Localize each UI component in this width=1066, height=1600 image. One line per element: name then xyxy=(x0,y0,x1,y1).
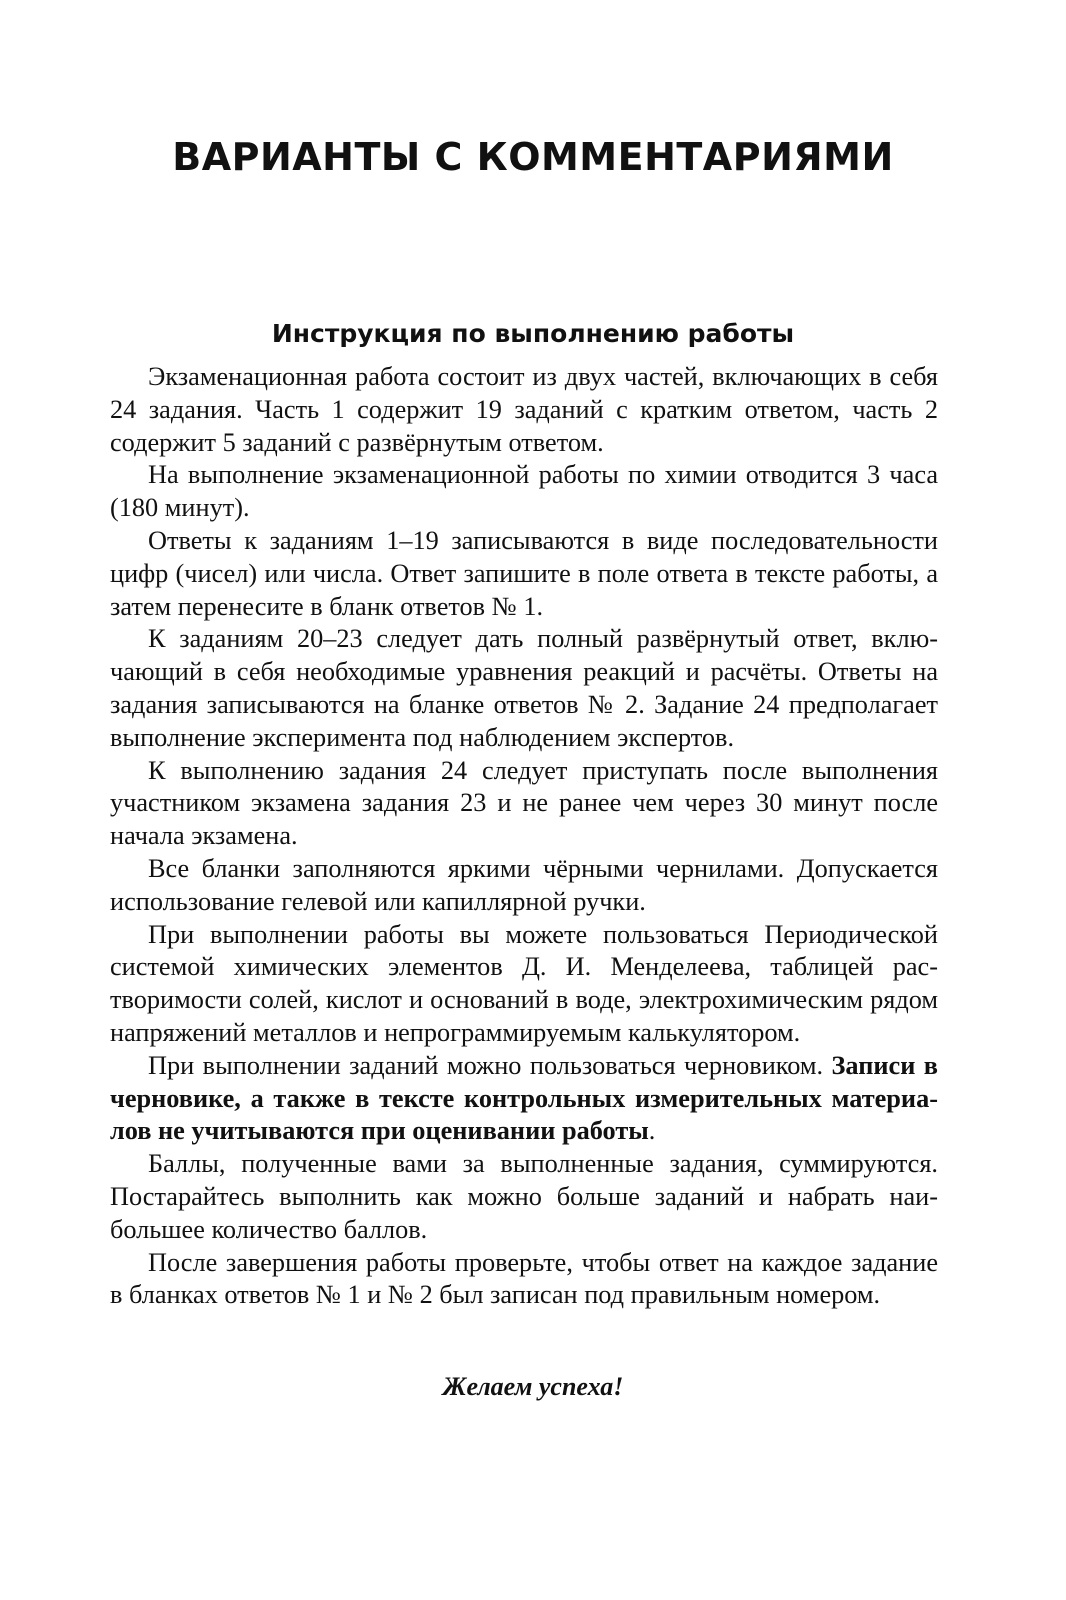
paragraph-exam-structure: Экзаменационная работа состоит из двух частей, включающих в себя 24 задания. Часть 1 содержит 19 заданий с кратким ответом, часть 2 содержит 5 заданий с развёрнутым ответом. xyxy=(110,362,938,457)
paragraph-allowed-materials: При выполнении работы вы можете пользоваться Периодической системой химических элементов Д. И. Менделеева, таблицей растворимости солей, кислот и оснований в воде, электрохимическим рядом напряжений металлов и непрограммируемым калькулятором. xyxy=(110,919,938,1047)
paragraph-extended-answers: К заданиям 20–23 следует дать полный развёрнутый ответ, включающий в себя необходимые уравнения реакций и расчёты. Ответы на задания записываются на бланке ответов № 2. Задание 24 предполагает выполнение эксперимента под наблюдением экспертов. xyxy=(110,624,938,752)
paragraph-task-24: К выполнению задания 24 следует приступать после выполнения участником экзамена задания 23 и не ранее чем через 30 минут после начала экзамена. xyxy=(110,755,938,851)
drafts-plain-text: При выполнении заданий можно пользоваться черновиком. xyxy=(148,1050,832,1080)
drafts-end-text: . xyxy=(648,1116,656,1146)
paragraph-final-check: После завершения работы проверьте, чтобы ответ на каждое задание в бланках ответов № 1 и № 2 был записан под правильным номером. xyxy=(110,1247,938,1310)
paragraph-drafts xyxy=(110,1050,938,1148)
page-title: ВАРИАНТЫ С КОММЕНТАРИЯМИ xyxy=(172,135,894,179)
paragraph-exam-duration: На выполнение экзаменационной работы по химии отводится 3 часа (180 минут). xyxy=(110,460,938,523)
section-title: Инструкция по выполнению работы xyxy=(271,319,795,348)
paragraph-ink: Все бланки заполняются яркими чёрными чернилами. Допускается использование гелевой или капиллярной ручки. xyxy=(110,853,938,916)
paragraph-short-answers: Ответы к заданиям 1–19 записываются в виде последовательности цифр (чисел) или числа. Ответ запишите в поле ответа в тексте работы, а затем перенесите в бланк ответов № 1. xyxy=(110,525,938,621)
closing-wish: Желаем успеха! xyxy=(442,1372,624,1401)
paragraph-scoring: Баллы, полученные вами за выполненные задания, суммируются. Постарайтесь выполнить как можно больше заданий и набрать наибольшее количество баллов. xyxy=(110,1149,938,1244)
drafts-bold-text: Записи в черновике, а также в тексте контрольных измерительных материалов не учитываются при оценивании работы xyxy=(110,1050,938,1146)
instructions-body xyxy=(110,361,938,1312)
